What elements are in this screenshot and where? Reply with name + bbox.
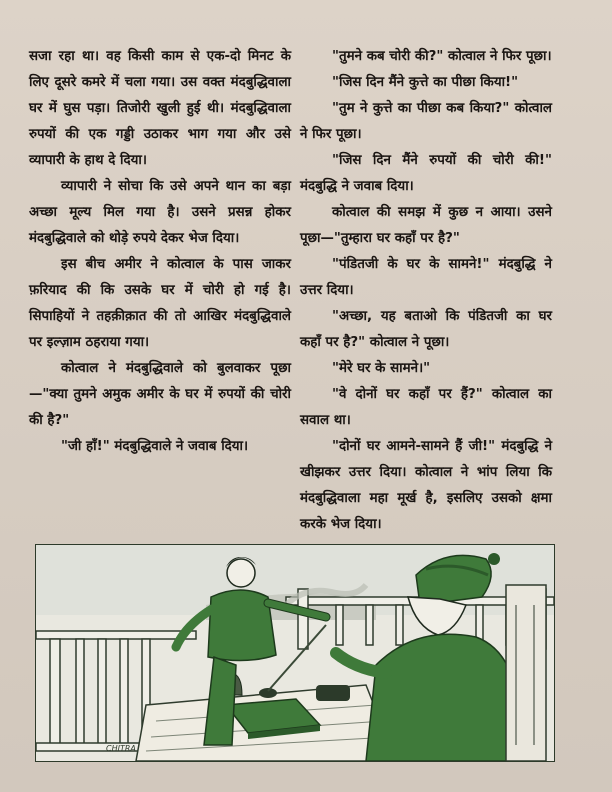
paragraph: "तुम ने कुत्ते का पीछा कब किया?" कोत्वाल ने फिर पूछा। — [300, 101, 552, 142]
story-illustration — [35, 544, 555, 762]
paragraph: कोत्वाल ने मंदबुद्धिवाले को बुलवाकर पूछा—"क्या तुमने अमुक अमीर के घर में रुपयों की चोरी की है?" — [29, 361, 291, 428]
paragraph: "जी हाँ!" मंदबुद्धिवाले ने जवाब दिया। — [61, 439, 249, 454]
paragraph: "दोनों घर आमने-सामने हैं जी!" मंदबुद्धि ने खीझकर उत्तर दिया। कोत्वाल ने भांप लिया कि मंदबुद्धिवाला महा मूर्ख है, इसलिए उसको क्षमा करके भेज दिया। — [300, 439, 552, 532]
paragraph: "जिस दिन मैंने कुत्ते का पीछा किया!" — [332, 75, 519, 90]
paragraph: इस बीच अमीर ने कोत्वाल के पास जाकर फ़रियाद की कि उसके घर में चोरी हो गई है। सिपाहियों ने तहक़ीक़ात की तो आखिर मंदबुद्धिवाले पर इल्ज़ाम ठहराया गया। — [29, 257, 291, 350]
paragraph: व्यापारी ने सोचा कि उसे अपने थान का बड़ा अच्छा मूल्य मिल गया है। उसने प्रसन्न होकर मंदबुद्धिवाले को थोड़े रुपये देकर भेज दिया। — [29, 179, 291, 246]
paragraph: "मेरे घर के सामने।" — [332, 361, 431, 376]
artist-signature: CHITRA — [106, 744, 136, 753]
paragraph: सजा रहा था। वह किसी काम से एक-दो मिनट के लिए दूसरे कमरे में चला गया। उस वक्त मंदबुद्धिवाला घर में घुस पड़ा। तिजोरी खुली हुई थी। मंदबुद्धिवाला रुपयों की एक गड्डी उठाकर भाग गया और उसे व्यापारी के हाथ दे दिया। — [29, 49, 291, 168]
left-text-column — [29, 44, 291, 460]
paragraph: "तुमने कब चोरी की?" कोत्वाल ने फिर पूछा। — [332, 49, 552, 64]
paragraph: "वे दोनों घर कहाँ पर हैं?" कोत्वाल का सवाल था। — [300, 387, 552, 428]
right-text-column — [300, 44, 552, 538]
paragraph: "जिस दिन मैंने रुपयों की चोरी की!" मंदबुद्धि ने जवाब दिया। — [300, 153, 552, 194]
paragraph: कोत्वाल की समझ में कुछ न आया। उसने पूछा—"तुम्हारा घर कहाँ पर है?" — [300, 205, 552, 246]
paragraph: "पंडितजी के घर के सामने!" मंदबुद्धि ने उत्तर दिया। — [300, 257, 552, 298]
paragraph: "अच्छा, यह बताओ कि पंडितजी का घर कहाँ पर है?" कोत्वाल ने पूछा। — [300, 309, 552, 350]
